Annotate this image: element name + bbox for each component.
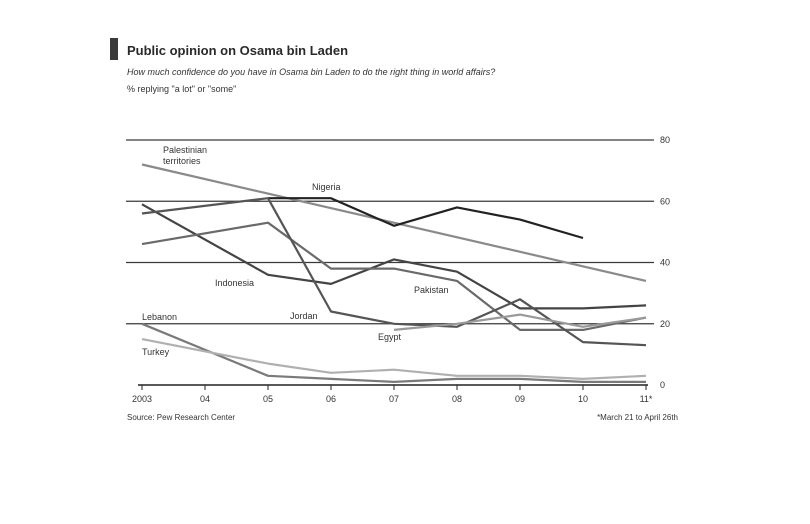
y-tick-label: 40 (660, 257, 671, 268)
x-tick-label: 04 (199, 394, 211, 404)
x-tick-label: 06 (325, 394, 337, 404)
series-label-lebanon: Lebanon (142, 312, 178, 322)
x-tick-label: 09 (514, 394, 526, 404)
chart-source: Source: Pew Research Center (127, 413, 236, 422)
gridlines (126, 140, 654, 324)
y-tick-label: 20 (660, 318, 671, 329)
x-tick-label: 11* (639, 394, 653, 404)
series-label-jordan: Jordan (290, 311, 318, 321)
series-line-egypt (394, 315, 646, 330)
chart-subtitle-units: % replying "a lot" or "some" (127, 84, 237, 94)
y-tick-label: 0 (660, 380, 666, 390)
chart-title: Public opinion on Osama bin Laden (127, 43, 349, 58)
series-line-pakistan (142, 223, 646, 330)
x-tick-label: 08 (451, 394, 463, 404)
x-tick-label: 10 (577, 394, 589, 404)
series-line-palestinian-territories (142, 165, 646, 281)
series-line-indonesia (142, 204, 646, 308)
series-label-pakistan: Pakistan (414, 285, 449, 295)
series-label-indonesia: Indonesia (215, 278, 255, 288)
y-tick-label: 80 (660, 135, 671, 145)
series-lines (142, 165, 646, 382)
series-label-turkey: Turkey (142, 347, 170, 357)
series-label-nigeria: Nigeria (312, 182, 341, 192)
chart-subtitle: How much confidence do you have in Osama bin Laden to do the right thing in world affairs? (127, 67, 496, 77)
series-line-turkey (142, 339, 646, 379)
x-tick-label: 07 (388, 394, 400, 404)
x-tick-label: 05 (262, 394, 274, 404)
y-tick-label: 60 (660, 196, 671, 207)
series-label-palestinian-territories: Palestinian territories (163, 145, 208, 166)
chart-footnote: *March 21 to April 26th (597, 413, 678, 422)
x-tick-label: 2003 (131, 394, 153, 404)
series-label-egypt: Egypt (378, 332, 402, 342)
